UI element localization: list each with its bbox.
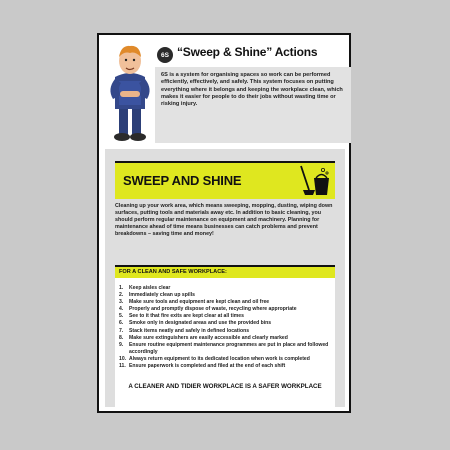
poster — [97, 33, 351, 413]
list-item-text: Properly and promptly dispose of waste, recycling where appropriate — [129, 306, 297, 313]
list-item — [119, 292, 333, 299]
section-description: Cleaning up your work area, which means sweeping, mopping, dusting, wiping down surfaces, putting tools and materials away etc. In addition to basic cleaning, you should perform regular maintenance on equipment and machinery. Planning for maintenance ahead of time means businesses can catch problems and prevent breakdowns – saving time and money! — [115, 203, 333, 238]
list-item — [119, 335, 333, 342]
list-item-number: 2. — [119, 292, 124, 299]
list-item-text: Keep aisles clear — [129, 285, 171, 291]
list-item — [119, 328, 333, 335]
worker-mascot-icon — [105, 39, 155, 143]
checklist — [119, 285, 333, 370]
list-item-number: 5. — [119, 313, 124, 320]
list-item-text: Make sure extinguishers are easily accessible and clearly marked — [129, 334, 288, 341]
list-item — [119, 306, 333, 313]
checklist-heading: FOR A CLEAN AND SAFE WORKPLACE: — [115, 265, 335, 278]
list-item — [119, 320, 333, 327]
page-title: “Sweep & Shine” Actions — [177, 45, 318, 59]
list-item-text: Immediately clean up spills — [129, 292, 195, 299]
list-item — [119, 363, 333, 370]
list-item-number: 9. — [119, 341, 124, 348]
list-item — [119, 299, 333, 306]
list-item-text: Stack items neatly and safely in defined locations — [129, 327, 250, 334]
list-item-text: Ensure routine equipment maintenance programmes are put in place and followed accordingly — [129, 341, 329, 355]
list-item-number: 10. — [119, 355, 127, 362]
list-item — [119, 285, 333, 292]
mop-bucket-icon — [293, 164, 331, 198]
footer-slogan: A CLEANER AND TIDIER WORKPLACE IS A SAFER WORKPLACE — [128, 383, 322, 390]
list-item-text: Make sure tools and equipment are kept clean and oil free — [129, 299, 270, 306]
list-item-number: 7. — [119, 327, 124, 334]
list-item-text: Ensure paperwork is completed and filed at the end of each shift — [129, 363, 286, 370]
section-banner — [115, 161, 335, 199]
list-item-number: 8. — [119, 334, 124, 341]
list-item-text: Smoke only in designated areas and use the provided bins — [129, 320, 272, 327]
list-item-text: Always return equipment to its dedicated location when work is completed — [129, 355, 310, 362]
main-panel — [105, 149, 345, 407]
header-section — [105, 39, 345, 143]
list-item-number: 6. — [119, 320, 124, 327]
section-title: SWEEP AND SHINE — [123, 173, 242, 188]
intro-text: 6S is a system for organising spaces so work can be performed efficiently, effectively, and safely. This system focuses on putting everything where it belongs and keeping the workplace clean, which makes it easier for people to do their jobs without wasting time or risking injury. — [155, 67, 351, 143]
list-item — [119, 313, 333, 320]
6s-badge: 6S — [157, 47, 173, 63]
list-item-text: See to it that fire exits are kept clear at all times — [129, 313, 244, 320]
list-item-number: 11. — [119, 363, 126, 370]
list-item — [119, 356, 333, 363]
list-item-number: 3. — [119, 299, 124, 306]
list-item-number: 1. — [119, 285, 124, 291]
list-item — [119, 342, 333, 356]
list-item-number: 4. — [119, 306, 124, 313]
